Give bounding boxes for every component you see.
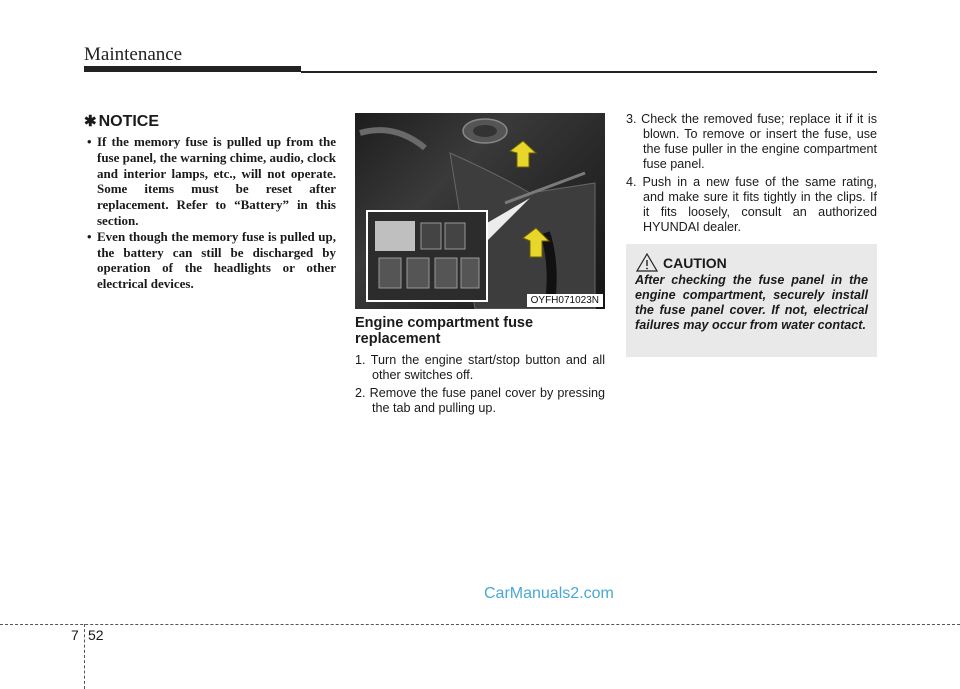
notice-list xyxy=(84,134,336,292)
step-item: 4. Push in a new fuse of the same rating, and make sure it fits tightly in the clips. If it fits loosely, consult an authorized HYUNDAI dealer. xyxy=(626,175,877,234)
steps-column-right xyxy=(626,112,877,238)
section-column xyxy=(355,315,605,419)
engine-compartment-illustration xyxy=(355,113,605,309)
header-rule-thin xyxy=(301,71,877,73)
notice-star-icon: ✱ xyxy=(84,113,97,130)
watermark-link[interactable]: CarManuals2.com xyxy=(484,585,614,602)
page-number: 52 xyxy=(88,627,104,643)
caution-text: After checking the fuse panel in the engine compartment, securely install the fuse panel cover. If not, electrical failures may occur from water contact. xyxy=(635,273,868,332)
caution-box xyxy=(626,244,877,357)
steps-list-part2 xyxy=(626,112,877,235)
header-title: Maintenance xyxy=(84,44,183,65)
chapter-number: 7 xyxy=(71,627,79,643)
footer-divider xyxy=(0,624,960,625)
steps-list-part1 xyxy=(355,353,605,416)
figure-code: OYFH071023N xyxy=(527,294,603,307)
caution-title: CAUTION xyxy=(663,255,727,271)
step-item: 2. Remove the fuse panel cover by pressing the tab and pulling up. xyxy=(355,386,605,415)
step-item: 3. Check the removed fuse; replace it if it is blown. To remove or insert the fuse, use the fuse puller in the engine compartment fuse panel. xyxy=(626,112,877,171)
header-rule-thick xyxy=(84,66,301,72)
warning-triangle-icon xyxy=(636,252,658,272)
notice-column xyxy=(84,112,336,292)
section-title: Engine compartment fuse replacement xyxy=(355,315,534,347)
notice-title: NOTICE xyxy=(98,113,160,130)
notice-item: • Even though the memory fuse is pulled up, the battery can still be discharged by operation of the headlights or other electrical devices. xyxy=(84,229,336,292)
step-item: 1. Turn the engine start/stop button and all other switches off. xyxy=(355,353,605,382)
notice-item: • If the memory fuse is pulled up from the fuse panel, the warning chime, audio, clock and interior lamps, etc., will not operate. Some items must be reset after replacement. Refer to “Battery” in this section. xyxy=(84,134,336,229)
notice-heading xyxy=(84,112,336,131)
footer-vertical-divider xyxy=(84,624,85,689)
engine-fuse-photo xyxy=(355,113,605,309)
